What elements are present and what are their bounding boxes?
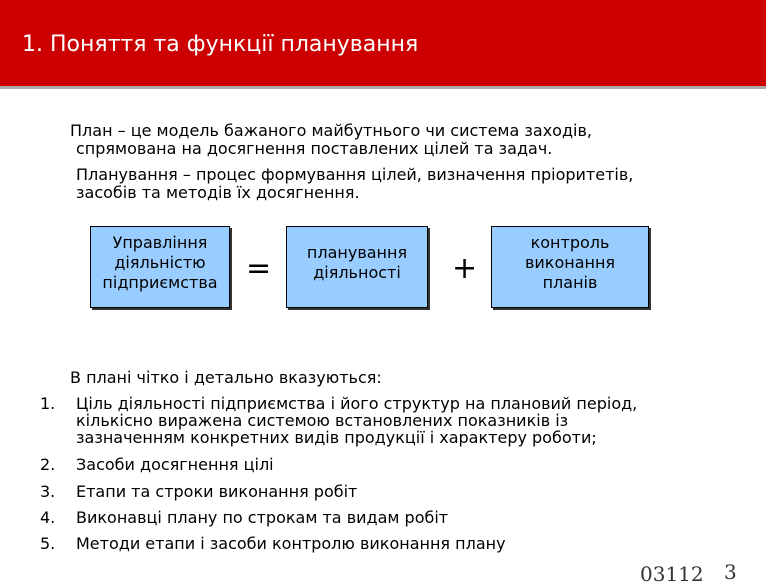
management-box-line-3: підприємства <box>102 273 218 292</box>
equals-sign: = <box>246 251 272 286</box>
list-item-number: 1. <box>40 394 56 413</box>
slide-header <box>0 0 766 89</box>
management-box-line-2: діяльністю <box>114 253 206 272</box>
list-item-5: Методи етапи і засоби контролю виконання плану <box>76 534 506 553</box>
control-box <box>491 226 649 308</box>
control-box-line-3: планів <box>542 273 598 292</box>
list-item-1-line-3: зазначенням конкретних видів продукції і характеру роботи; <box>76 428 597 447</box>
management-box-line-1: Управління <box>112 233 208 252</box>
plan-definition-line-1: План – це модель бажаного майбутнього чи система заходів, <box>70 121 592 140</box>
list-item-4: Виконавці плану по строкам та видам робіт <box>76 508 449 527</box>
page-number: 3 <box>724 560 737 584</box>
list-item-number: 4. <box>40 508 56 527</box>
slide-title: 1. Поняття та функції планування <box>22 32 419 57</box>
list-item-1-line-2: кількісно виражена системою встановлених показників із <box>76 411 569 430</box>
plus-sign: + <box>452 251 478 286</box>
planning-box <box>286 226 428 308</box>
planning-box-line-2: діяльності <box>313 263 401 282</box>
list-item-1-line-1: Ціль діяльності підприємства і його структур на плановий період, <box>76 394 638 413</box>
list-item-2: Засоби досягнення цілі <box>76 455 274 474</box>
control-box-line-2: виконання <box>524 253 616 272</box>
list-item-number: 2. <box>40 455 56 474</box>
planning-definition-line-2: засобів та методів їх досягнення. <box>76 183 360 202</box>
planning-definition-line-1: Планування – процес формування цілей, визначення пріоритетів, <box>76 165 634 184</box>
plan-definition-line-2: спрямована на досягнення поставлених цілей та задач. <box>76 139 553 158</box>
footer-code: 03112 <box>640 562 704 586</box>
list-heading: В плані чітко і детально вказуються: <box>70 368 382 387</box>
management-box <box>90 226 230 308</box>
list-item-number: 5. <box>40 534 56 553</box>
list-item-number: 3. <box>40 482 56 501</box>
control-box-line-1: контроль <box>530 233 610 252</box>
list-item-3: Етапи та строки виконання робіт <box>76 482 358 501</box>
planning-box-line-1: планування <box>306 243 408 262</box>
